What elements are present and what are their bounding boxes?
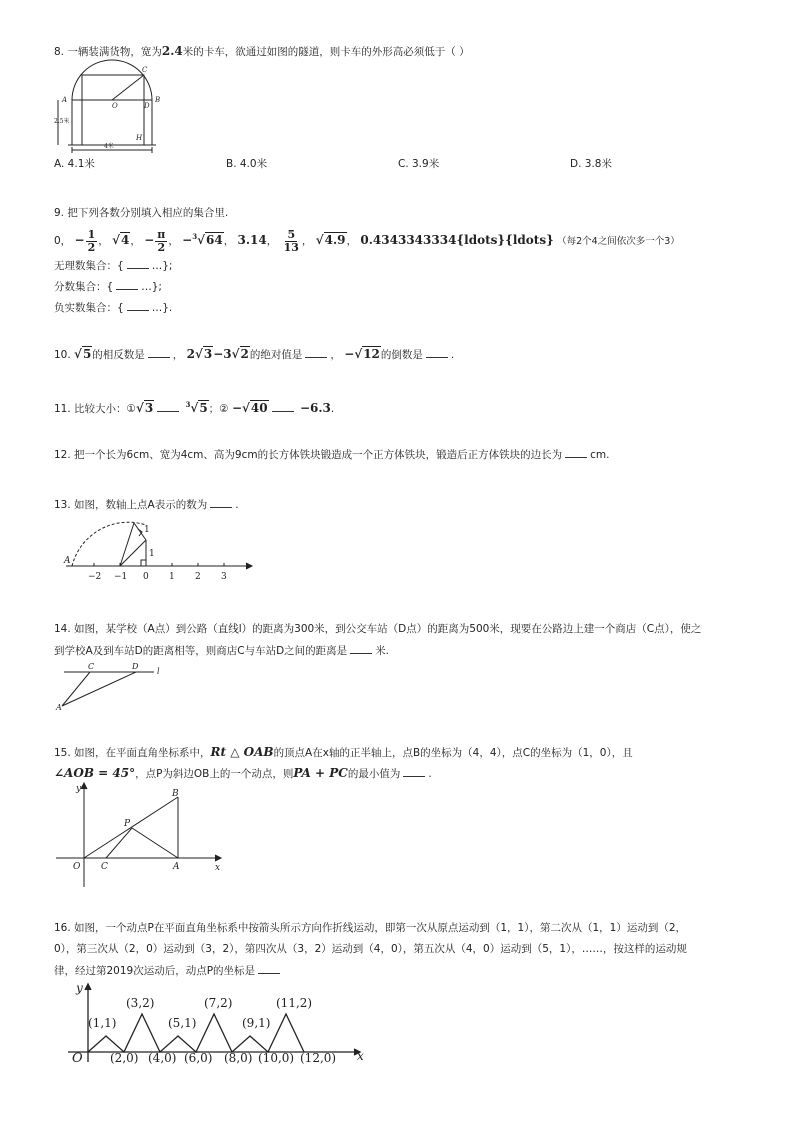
q16-top-label-4: (7,2) (204, 996, 233, 1010)
q13-label-one-top: 1 (144, 525, 150, 535)
q15-label-O: O (73, 862, 81, 872)
q10-blank-3 (426, 347, 448, 358)
q10-blank-2 (305, 347, 327, 358)
q16-line-1: 16. 如图，一个动点P在平面直角坐标系中按箭头所示方向作折线运动，即第一次从原点运动到（1，1），第二次从（1，1）运动到（2， (54, 922, 687, 934)
q14-line-1: 14. 如图，某学校（A点）到公路（直线l）的距离为300米，到公交车站（D点）的距离为500米，现要在公路边上建一个商店（C点），使之 (54, 623, 702, 635)
q15-label-P: P (124, 819, 131, 829)
q14-blank (350, 643, 372, 654)
q13-tick-3: 3 (221, 572, 227, 582)
q13-tick-1: 1 (169, 572, 175, 582)
q15-line-2: ∠AOB = 45°，点P为斜边OB上的一个动点，则PA + PC的最小值为 . (54, 766, 432, 780)
q14-road-diagram (56, 660, 176, 712)
q16-label-O: O (72, 1051, 83, 1066)
q13-number-line-diagram (58, 515, 258, 587)
q8-stem: 8. 一辆装满货物，宽为2.4米的卡车，欲通过如图的隧道，则卡车的外形高必须低于（ ） (54, 44, 470, 58)
q8-label-A: A (62, 96, 68, 104)
q9-set-negative: 负实数集合：{ …}. (54, 302, 173, 314)
q14-label-D: D (132, 662, 139, 671)
q16-blank (258, 963, 280, 974)
q13-tick-neg1: −1 (114, 572, 128, 582)
q8-option-d: D. 3.8米 (570, 158, 612, 170)
q13-blank (210, 497, 232, 508)
q9-numbers: 0， − $\frac{1}{2}$ ， √4， − $\frac{\pi}{2}$ ， −$^3$√64， 3.14， $\frac{5}{13}$ ， √4.9， 0.4343343334{ldots}{ldots} （每2个4之间依次多一个3） (54, 227, 680, 254)
q8-height-label: 2.5米 (54, 118, 70, 125)
q8-tunnel-diagram (54, 60, 164, 156)
q14-line-2: 到学校A及到车站D的距离相等，则商店C与车站D之间的距离是 米. (54, 645, 390, 657)
q16-label-y: y (76, 981, 83, 995)
q16-top-label-2: (3,2) (126, 996, 155, 1010)
q9-set-fraction: 分数集合：{ …}; (54, 281, 162, 293)
q15-label-B: B (172, 789, 179, 799)
q16-top-label-5: (9,1) (242, 1016, 271, 1030)
q12-stem: 12. 把一个长为6cm、宽为4cm、高为9cm的长方体铁块锻造成一个正方体铁块，锻造后正方体铁块的边长为 cm. (54, 449, 610, 461)
q13-tick-neg2: −2 (88, 572, 102, 582)
q16-path-diagram (62, 982, 372, 1064)
q15-label-x: x (215, 863, 221, 873)
q16-bottom-label-1: (2,0) (110, 1051, 139, 1065)
q16-top-label-3: (5,1) (168, 1016, 197, 1030)
q8-label-H: H (136, 134, 143, 142)
q8-label-O: O (112, 102, 118, 110)
q16-bottom-label-4: (8,0) (224, 1051, 253, 1065)
q16-bottom-label-6: (12,0) (300, 1051, 337, 1065)
q15-label-y: y (76, 784, 82, 794)
q8-base-label: 4米 (104, 143, 114, 150)
q15-blank (403, 766, 425, 777)
q15-line-1: 15. 如图，在平面直角坐标系中，Rt △ OAB的顶点A在x轴的正半轴上，点B的坐标为（4，4），点C的坐标为（1，0），且 (54, 745, 633, 759)
q11-stem: 11. 比较大小：①√3 $^3$√5；② −√40 −6.3. (54, 400, 335, 415)
q13-label-one-mid: 1 (149, 549, 155, 559)
q8-label-B: B (155, 96, 161, 104)
q13-label-A: A (64, 556, 71, 566)
q8-label-C: C (142, 66, 148, 74)
q11-blank-1 (157, 401, 179, 412)
q10-blank-1 (148, 347, 170, 358)
q16-bottom-label-3: (6,0) (184, 1051, 213, 1065)
q16-label-x: x (357, 1049, 364, 1063)
q16-line-3: 律，经过第2019次运动后，动点P的坐标是 (54, 963, 283, 978)
q13-stem: 13. 如图，数轴上点A表示的数为 . (54, 499, 239, 511)
q14-label-l: l (157, 667, 160, 676)
q15-label-A: A (173, 862, 180, 872)
q13-tick-0: 0 (143, 572, 149, 582)
q8-option-a: A. 4.1米 (54, 158, 95, 170)
q11-blank-2 (272, 401, 294, 412)
q14-label-C: C (88, 662, 95, 671)
q13-tick-2: 2 (195, 572, 201, 582)
q15-label-C: C (101, 862, 108, 872)
q15-coordinate-diagram (56, 781, 226, 889)
q16-bottom-label-2: (4,0) (148, 1051, 177, 1065)
q8-label-D: D (144, 102, 150, 110)
q12-blank (565, 447, 587, 458)
q16-line-2: 0），第三次从（2，0）运动到（3，2），第四次从（3，2）运动到（4，0），第五次从（4，0）运动到（5，1），……，按这样的运动规 (54, 943, 687, 955)
q8-option-c: C. 3.9米 (398, 158, 440, 170)
q10-stem: 10. √5的相反数是 ， 2√3−3√2的绝对值是 ， −√12的倒数是 . (54, 347, 455, 361)
q16-top-label-6: (11,2) (276, 996, 313, 1010)
q16-top-label-1: (1,1) (88, 1016, 117, 1030)
q8-option-b: B. 4.0米 (226, 158, 268, 170)
q9-stem: 9. 把下列各数分别填入相应的集合里. (54, 207, 229, 219)
q16-bottom-label-5: (10,0) (258, 1051, 295, 1065)
q9-set-irrational: 无理数集合：{ …}; (54, 260, 173, 272)
q14-label-A: A (56, 703, 62, 712)
